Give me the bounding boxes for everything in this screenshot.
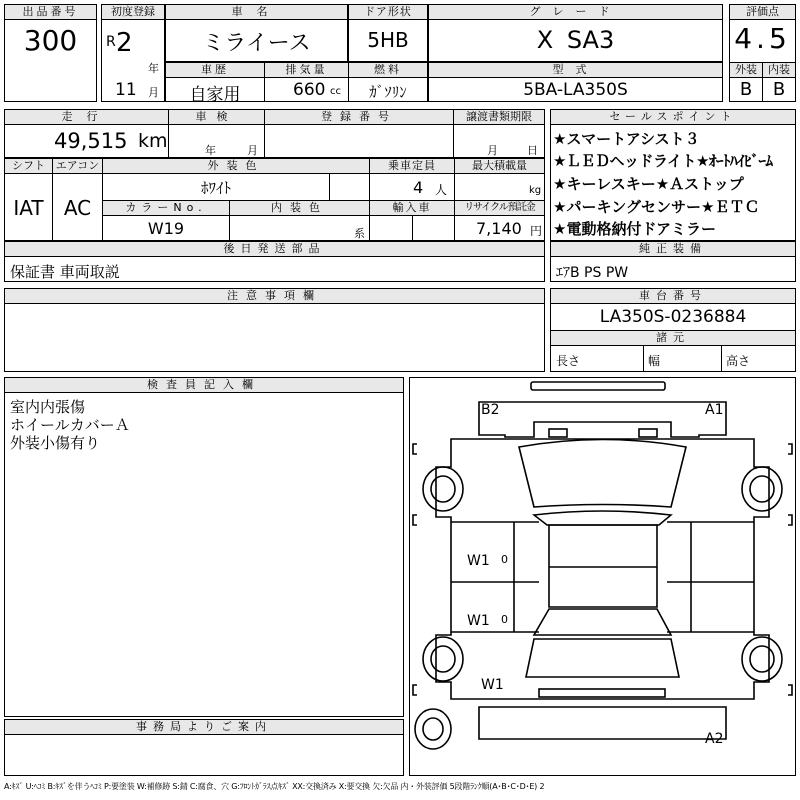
lot-label: 出品番号 [4, 4, 97, 20]
max-load-label: 最大積載量 [454, 158, 545, 174]
era-prefix: R [106, 34, 116, 50]
mileage: 49,515 [54, 129, 128, 153]
dims-label: 諸元 [550, 330, 796, 346]
ext-color-label: 外装色 [102, 158, 370, 174]
reg-month-unit: 月 [148, 86, 159, 99]
diagram-mark-w1-front: W1 [467, 553, 490, 569]
equipment: ｴｱB PS PW [556, 265, 629, 281]
door-label: ドア形状 [348, 4, 428, 20]
sales-point-1: ★スマートアシスト３ [553, 130, 700, 148]
height-label: 高さ [726, 354, 751, 368]
ac: AC [63, 196, 92, 220]
history-label: 車歴 [165, 62, 265, 78]
diagram-mark-w1-rear: W1 [481, 677, 504, 693]
recycle-label: リサイクル預託金 [454, 200, 545, 216]
interior-grade: B [772, 79, 786, 100]
color-no: W19 [147, 219, 185, 238]
displacement: 660 [293, 80, 326, 100]
mileage-unit: km [138, 130, 168, 152]
import-label: 輸入車 [369, 200, 455, 216]
inspector-line-3: 外装小傷有り [10, 434, 101, 452]
int-color-cell [229, 215, 370, 241]
fuel-label: 燃料 [348, 62, 428, 78]
transfer-label: 譲渡書類期限 [453, 109, 545, 125]
ac-label: エアコン [52, 158, 103, 174]
reg-month: 11 [115, 80, 137, 100]
equipment-label: 純正装備 [550, 241, 796, 257]
exterior-label: 外装 [729, 62, 763, 78]
model: 5BA-LA350S [523, 80, 628, 100]
shift: IAT [13, 196, 44, 220]
inspection-year-unit: 年 [205, 144, 216, 157]
inspector-line-2: ホイールカバーＡ [10, 416, 130, 434]
recycle-unit: 円 [530, 224, 543, 238]
model-label: 型式 [428, 62, 723, 78]
transfer-day-unit: 日 [527, 144, 538, 157]
max-load-unit: kg [529, 185, 542, 196]
diagram-mark-0-front: 0 [501, 553, 508, 566]
int-color-unit: 系 [354, 227, 365, 240]
first-reg-label: 初度登録 [101, 4, 165, 20]
shift-label: シフト [4, 158, 53, 174]
inspector-line-1: 室内内張傷 [10, 398, 86, 416]
import-cell-2 [412, 215, 455, 241]
diagram-mark-0-mid: 0 [501, 613, 508, 626]
reg-year-unit: 年 [148, 62, 159, 75]
import-cell [369, 215, 413, 241]
length-label: 長さ [556, 354, 581, 368]
car-name-label: 車名 [165, 4, 348, 20]
sales-point-5: ★電動格納付ドアミラー [553, 220, 716, 238]
lot-number: 300 [23, 24, 78, 57]
sales-points-label: セールスポイント [550, 109, 796, 125]
sales-point-3: ★キーレスキー★Ａストップ [553, 175, 744, 193]
car-diagram [409, 377, 796, 776]
displacement-unit: cc [330, 86, 341, 97]
capacity-label: 乗車定員 [369, 158, 455, 174]
int-color-label: 内装色 [229, 200, 370, 216]
later-parts-label: 後日発送部品 [4, 241, 545, 257]
mileage-label: 走行 [4, 109, 169, 125]
inspection-month-unit: 月 [247, 144, 258, 157]
grade: X SA3 [536, 26, 615, 54]
ext-color-side-cell [329, 173, 370, 201]
grade-label: グレード [428, 4, 723, 20]
diagram-mark-a2: A2 [705, 731, 724, 747]
inspection-label: 車検 [168, 109, 265, 125]
inspector-label: 検査員記入欄 [4, 377, 404, 393]
reg-year: 2 [116, 28, 133, 58]
ext-color: ﾎﾜｲﾄ [200, 179, 231, 197]
recycle-value: 7,140 [476, 219, 522, 238]
score-label: 評価点 [729, 4, 796, 20]
exterior-grade: B [739, 79, 753, 100]
registration-cell [264, 124, 454, 158]
transfer-month-unit: 月 [487, 144, 498, 157]
chassis-number: LA350S-0236884 [599, 307, 747, 327]
diagram-mark-w1-mid: W1 [467, 613, 490, 629]
door-type: 5HB [367, 28, 409, 52]
registration-label: 登録番号 [264, 109, 454, 125]
capacity: 4 [413, 178, 424, 197]
displacement-label: 排気量 [264, 62, 349, 78]
diagram-mark-a1: A1 [705, 402, 724, 418]
diagram-mark-b2: B2 [481, 402, 500, 418]
chassis-label: 車台番号 [550, 288, 796, 304]
interior-label: 内装 [762, 62, 796, 78]
later-parts: 保証書 車両取説 [10, 263, 120, 281]
width-label: 幅 [648, 354, 661, 368]
score: 4.5 [734, 22, 791, 55]
notes-label: 注意事項欄 [4, 288, 545, 304]
color-no-label: カラーNo. [102, 200, 230, 216]
capacity-unit: 人 [435, 183, 448, 197]
legend: A:ｷｽﾞ U:ﾍｺﾐ B:ｷｽﾞを伴うﾍｺﾐ P:要塗装 W:補修跡 S:錆 C:腐食、穴 G:ﾌﾛﾝﾄｶﾞﾗｽ点ｷｽﾞ XX:交換済み X:要交換 欠:欠品 内・外装評価 5段階ﾗﾝｸ順(A･B･C･D･E) 2 [4, 782, 545, 791]
car-name: ミライース [202, 31, 311, 56]
sales-point-2: ★ＬＥＤヘッドライト★ｵｰﾄﾊｲﾋﾞｰﾑ [553, 152, 773, 170]
sales-point-4: ★パーキングセンサー★ＥＴＣ [553, 198, 760, 216]
fuel: ｶﾞｿﾘﾝ [369, 83, 407, 101]
history: 自家用 [189, 85, 241, 105]
office-label: 事務局よりご案内 [4, 719, 404, 735]
